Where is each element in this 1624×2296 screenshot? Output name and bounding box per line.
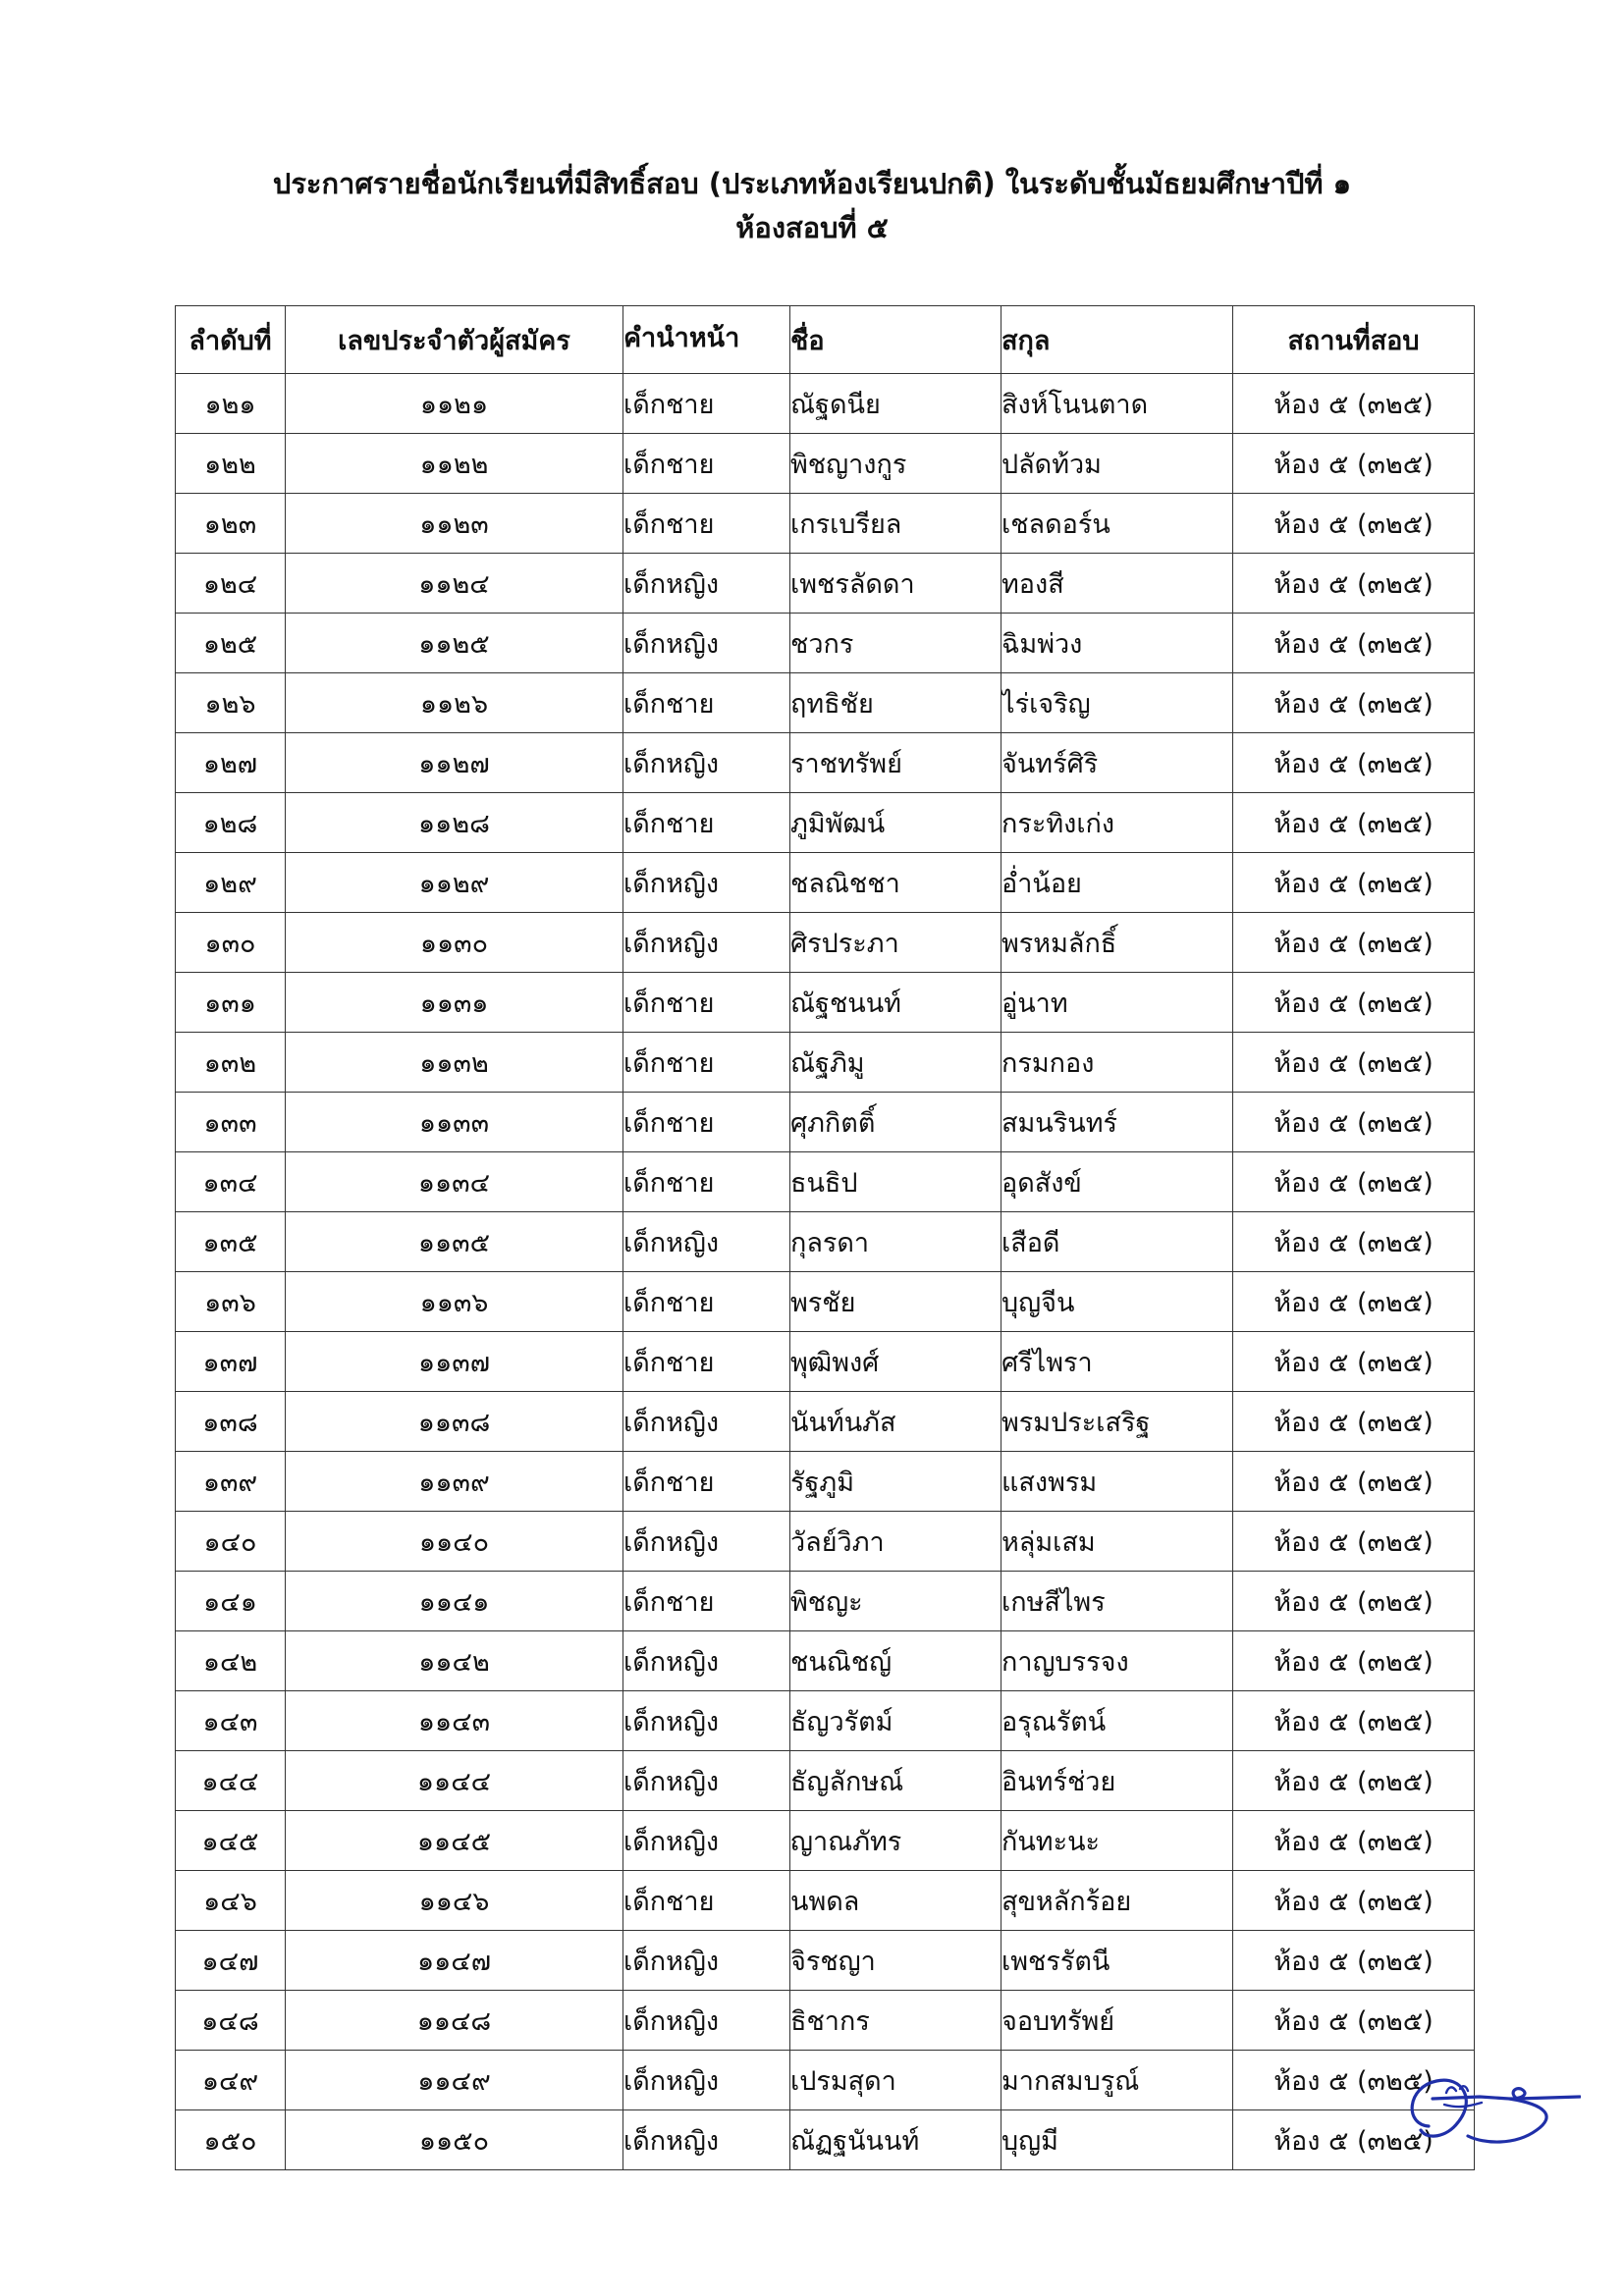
cell-last-name: อู่นาท	[1001, 973, 1233, 1033]
cell-venue: ห้อง ๕ (๓๒๕)	[1233, 1332, 1475, 1392]
cell-last-name: กรมกอง	[1001, 1033, 1233, 1093]
cell-venue: ห้อง ๕ (๓๒๕)	[1233, 1272, 1475, 1332]
cell-seq: ๑๒๘	[176, 793, 286, 853]
signature-mark	[1399, 2065, 1581, 2154]
cell-prefix: เด็กชาย	[623, 793, 790, 853]
cell-first-name: ศุภกิตติ์	[790, 1093, 1001, 1152]
cell-seq: ๑๔๓	[176, 1691, 286, 1751]
cell-venue: ห้อง ๕ (๓๒๕)	[1233, 1991, 1475, 2051]
cell-last-name: บุญมี	[1001, 2110, 1233, 2170]
table-row	[176, 554, 1475, 614]
cell-last-name: มากสมบรูณ์	[1001, 2051, 1233, 2110]
table-row	[176, 1691, 1475, 1751]
cell-first-name: ญาณภัทร	[790, 1811, 1001, 1871]
cell-venue: ห้อง ๕ (๓๒๕)	[1233, 494, 1475, 554]
cell-last-name: เสือดี	[1001, 1212, 1233, 1272]
cell-prefix: เด็กหญิง	[623, 1212, 790, 1272]
table-row	[176, 1033, 1475, 1093]
cell-prefix: เด็กหญิง	[623, 1751, 790, 1811]
cell-venue: ห้อง ๕ (๓๒๕)	[1233, 614, 1475, 673]
cell-seq: ๑๔๔	[176, 1751, 286, 1811]
cell-venue: ห้อง ๕ (๓๒๕)	[1233, 1751, 1475, 1811]
cell-first-name: วัลย์วิภา	[790, 1512, 1001, 1572]
cell-venue: ห้อง ๕ (๓๒๕)	[1233, 1452, 1475, 1512]
cell-applicant-id: ๑๑๔๕	[286, 1811, 623, 1871]
cell-prefix: เด็กหญิง	[623, 853, 790, 913]
cell-venue: ห้อง ๕ (๓๒๕)	[1233, 853, 1475, 913]
cell-applicant-id: ๑๑๒๙	[286, 853, 623, 913]
cell-prefix: เด็กชาย	[623, 1093, 790, 1152]
table-row	[176, 1212, 1475, 1272]
cell-venue: ห้อง ๕ (๓๒๕)	[1233, 1212, 1475, 1272]
cell-applicant-id: ๑๑๓๙	[286, 1452, 623, 1512]
cell-seq: ๑๓๘	[176, 1392, 286, 1452]
cell-prefix: เด็กชาย	[623, 1332, 790, 1392]
cell-applicant-id: ๑๑๓๔	[286, 1152, 623, 1212]
cell-applicant-id: ๑๑๔๑	[286, 1572, 623, 1631]
cell-seq: ๑๔๖	[176, 1871, 286, 1931]
cell-applicant-id: ๑๑๓๓	[286, 1093, 623, 1152]
cell-first-name: ชวกร	[790, 614, 1001, 673]
cell-applicant-id: ๑๑๒๗	[286, 733, 623, 793]
cell-last-name: ทองสี	[1001, 554, 1233, 614]
table-row	[176, 1332, 1475, 1392]
cell-last-name: ศรีไพรา	[1001, 1332, 1233, 1392]
cell-last-name: กาญบรรจง	[1001, 1631, 1233, 1691]
cell-last-name: อรุณรัตน์	[1001, 1691, 1233, 1751]
cell-prefix: เด็กหญิง	[623, 614, 790, 673]
cell-prefix: เด็กชาย	[623, 1152, 790, 1212]
cell-first-name: ณัฐชนนท์	[790, 973, 1001, 1033]
table-row	[176, 973, 1475, 1033]
cell-applicant-id: ๑๑๒๘	[286, 793, 623, 853]
table-row	[176, 1871, 1475, 1931]
cell-venue: ห้อง ๕ (๓๒๕)	[1233, 913, 1475, 973]
cell-first-name: ฤทธิชัย	[790, 673, 1001, 733]
cell-prefix: เด็กชาย	[623, 673, 790, 733]
cell-first-name: พุฒิพงศ์	[790, 1332, 1001, 1392]
cell-first-name: กุลรดา	[790, 1212, 1001, 1272]
cell-seq: ๑๒๑	[176, 374, 286, 434]
cell-seq: ๑๓๕	[176, 1212, 286, 1272]
cell-applicant-id: ๑๑๓๐	[286, 913, 623, 973]
cell-seq: ๑๕๐	[176, 2110, 286, 2170]
cell-venue: ห้อง ๕ (๓๒๕)	[1233, 733, 1475, 793]
cell-seq: ๑๔๑	[176, 1572, 286, 1631]
document-title: ประกาศรายชื่อนักเรียนที่มีสิทธิ์สอบ (ประเภทห้องเรียนปกติ) ในระดับชั้นมัธยมศึกษาปีที่ ๑	[272, 167, 1352, 200]
header-seq: ลำดับที่	[176, 306, 286, 374]
cell-applicant-id: ๑๑๓๗	[286, 1332, 623, 1392]
cell-first-name: เปรมสุดา	[790, 2051, 1001, 2110]
cell-first-name: ชนณิชญ์	[790, 1631, 1001, 1691]
signature-stroke	[1412, 2080, 1580, 2142]
table-row	[176, 2110, 1475, 2170]
table-row	[176, 2051, 1475, 2110]
table-body	[176, 374, 1475, 2170]
document-subtitle: ห้องสอบที่ ๕	[735, 211, 889, 244]
cell-prefix: เด็กชาย	[623, 1272, 790, 1332]
cell-seq: ๑๔๕	[176, 1811, 286, 1871]
cell-prefix: เด็กหญิง	[623, 913, 790, 973]
table-row	[176, 494, 1475, 554]
table-header-row	[176, 306, 1475, 374]
cell-first-name: นันท์นภัส	[790, 1392, 1001, 1452]
table-row	[176, 1991, 1475, 2051]
cell-seq: ๑๒๔	[176, 554, 286, 614]
cell-applicant-id: ๑๑๔๓	[286, 1691, 623, 1751]
cell-last-name: อินทร์ช่วย	[1001, 1751, 1233, 1811]
cell-last-name: ไร่เจริญ	[1001, 673, 1233, 733]
cell-prefix: เด็กชาย	[623, 1033, 790, 1093]
table-row	[176, 1093, 1475, 1152]
cell-venue: ห้อง ๕ (๓๒๕)	[1233, 1033, 1475, 1093]
cell-first-name: ธัญลักษณ์	[790, 1751, 1001, 1811]
cell-applicant-id: ๑๑๓๑	[286, 973, 623, 1033]
cell-first-name: ธัญวรัตม์	[790, 1691, 1001, 1751]
cell-venue: ห้อง ๕ (๓๒๕)	[1233, 1631, 1475, 1691]
cell-prefix: เด็กหญิง	[623, 1512, 790, 1572]
cell-prefix: เด็กหญิง	[623, 1631, 790, 1691]
cell-applicant-id: ๑๑๒๔	[286, 554, 623, 614]
cell-last-name: อ่ำน้อย	[1001, 853, 1233, 913]
cell-last-name: ฉิมพ่วง	[1001, 614, 1233, 673]
cell-seq: ๑๒๖	[176, 673, 286, 733]
cell-first-name: ธนธิป	[790, 1152, 1001, 1212]
cell-seq: ๑๓๑	[176, 973, 286, 1033]
cell-prefix: เด็กชาย	[623, 1572, 790, 1631]
cell-applicant-id: ๑๑๔๘	[286, 1991, 623, 2051]
cell-last-name: กันทะนะ	[1001, 1811, 1233, 1871]
cell-venue: ห้อง ๕ (๓๒๕)	[1233, 1152, 1475, 1212]
cell-seq: ๑๓๓	[176, 1093, 286, 1152]
cell-venue: ห้อง ๕ (๓๒๕)	[1233, 1811, 1475, 1871]
cell-first-name: จิรชญา	[790, 1931, 1001, 1991]
table-row	[176, 374, 1475, 434]
cell-prefix: เด็กหญิง	[623, 733, 790, 793]
cell-last-name: จันทร์ศิริ	[1001, 733, 1233, 793]
cell-first-name: ราชทรัพย์	[790, 733, 1001, 793]
cell-last-name: สมนรินทร์	[1001, 1093, 1233, 1152]
cell-venue: ห้อง ๕ (๓๒๕)	[1233, 973, 1475, 1033]
cell-applicant-id: ๑๑๒๓	[286, 494, 623, 554]
cell-prefix: เด็กชาย	[623, 1452, 790, 1512]
cell-seq: ๑๔๘	[176, 1991, 286, 2051]
cell-first-name: เกรเบรียล	[790, 494, 1001, 554]
cell-seq: ๑๔๐	[176, 1512, 286, 1572]
cell-applicant-id: ๑๑๕๐	[286, 2110, 623, 2170]
cell-last-name: สิงห์โนนตาด	[1001, 374, 1233, 434]
cell-venue: ห้อง ๕ (๓๒๕)	[1233, 793, 1475, 853]
table-row	[176, 1452, 1475, 1512]
cell-first-name: พิชญะ	[790, 1572, 1001, 1631]
cell-venue: ห้อง ๕ (๓๒๕)	[1233, 434, 1475, 494]
cell-prefix: เด็กหญิง	[623, 2051, 790, 2110]
cell-seq: ๑๒๓	[176, 494, 286, 554]
table-row	[176, 1751, 1475, 1811]
cell-seq: ๑๓๔	[176, 1152, 286, 1212]
cell-last-name: เกษสีไพร	[1001, 1572, 1233, 1631]
cell-applicant-id: ๑๑๔๙	[286, 2051, 623, 2110]
table-row	[176, 1931, 1475, 1991]
table-row	[176, 434, 1475, 494]
header-first-name: ชื่อ	[790, 306, 1001, 374]
cell-last-name: สุขหลักร้อย	[1001, 1871, 1233, 1931]
table-row	[176, 1272, 1475, 1332]
cell-applicant-id: ๑๑๒๒	[286, 434, 623, 494]
cell-venue: ห้อง ๕ (๓๒๕)	[1233, 1093, 1475, 1152]
cell-venue: ห้อง ๕ (๓๒๕)	[1233, 1572, 1475, 1631]
student-roster-table	[175, 305, 1475, 2170]
cell-seq: ๑๔๗	[176, 1931, 286, 1991]
cell-prefix: เด็กหญิง	[623, 1931, 790, 1991]
cell-venue: ห้อง ๕ (๓๒๕)	[1233, 1512, 1475, 1572]
cell-first-name: ณัฏฐนันนท์	[790, 2110, 1001, 2170]
header-venue: สถานที่สอบ	[1233, 306, 1475, 374]
cell-prefix: เด็กหญิง	[623, 1811, 790, 1871]
cell-venue: ห้อง ๕ (๓๒๕)	[1233, 554, 1475, 614]
header-prefix: คำนำหน้า	[623, 306, 790, 374]
table-row	[176, 1152, 1475, 1212]
cell-prefix: เด็กชาย	[623, 494, 790, 554]
cell-last-name: หลุ่มเสม	[1001, 1512, 1233, 1572]
cell-venue: ห้อง ๕ (๓๒๕)	[1233, 1931, 1475, 1991]
cell-first-name: รัฐภูมิ	[790, 1452, 1001, 1512]
cell-last-name: เพชรรัตนี	[1001, 1931, 1233, 1991]
cell-prefix: เด็กหญิง	[623, 554, 790, 614]
cell-seq: ๑๓๖	[176, 1272, 286, 1332]
cell-prefix: เด็กชาย	[623, 374, 790, 434]
cell-applicant-id: ๑๑๔๐	[286, 1512, 623, 1572]
cell-prefix: เด็กหญิง	[623, 1392, 790, 1452]
cell-prefix: เด็กชาย	[623, 434, 790, 494]
cell-last-name: พรหมลักธิ์	[1001, 913, 1233, 973]
cell-seq: ๑๒๒	[176, 434, 286, 494]
cell-seq: ๑๓๒	[176, 1033, 286, 1093]
cell-applicant-id: ๑๑๔๖	[286, 1871, 623, 1931]
cell-venue: ห้อง ๕ (๓๒๕)	[1233, 1871, 1475, 1931]
cell-applicant-id: ๑๑๓๒	[286, 1033, 623, 1093]
cell-last-name: เชลดอร์น	[1001, 494, 1233, 554]
table-row	[176, 1811, 1475, 1871]
cell-first-name: พรชัย	[790, 1272, 1001, 1332]
cell-first-name: ศิรประภา	[790, 913, 1001, 973]
cell-venue: ห้อง ๕ (๓๒๕)	[1233, 1392, 1475, 1452]
cell-last-name: บุญจีน	[1001, 1272, 1233, 1332]
cell-venue: ห้อง ๕ (๓๒๕)	[1233, 2051, 1475, 2110]
cell-venue: ห้อง ๕ (๓๒๕)	[1233, 673, 1475, 733]
cell-prefix: เด็กชาย	[623, 1871, 790, 1931]
table-row	[176, 733, 1475, 793]
cell-venue: ห้อง ๕ (๓๒๕)	[1233, 374, 1475, 434]
cell-applicant-id: ๑๑๔๗	[286, 1931, 623, 1991]
cell-last-name: ปลัดท้วม	[1001, 434, 1233, 494]
cell-first-name: เพชรลัดดา	[790, 554, 1001, 614]
header-applicant-id: เลขประจำตัวผู้สมัคร	[286, 306, 623, 374]
table-row	[176, 913, 1475, 973]
cell-seq: ๑๒๙	[176, 853, 286, 913]
cell-seq: ๑๓๐	[176, 913, 286, 973]
cell-seq: ๑๓๗	[176, 1332, 286, 1392]
cell-seq: ๑๒๕	[176, 614, 286, 673]
cell-prefix: เด็กหญิง	[623, 2110, 790, 2170]
cell-prefix: เด็กหญิง	[623, 1991, 790, 2051]
table-row	[176, 853, 1475, 913]
cell-last-name: กระทิงเก่ง	[1001, 793, 1233, 853]
cell-first-name: ชลณิชชา	[790, 853, 1001, 913]
cell-seq: ๑๔๒	[176, 1631, 286, 1691]
table-row	[176, 1572, 1475, 1631]
cell-applicant-id: ๑๑๔๒	[286, 1631, 623, 1691]
cell-last-name: แสงพรม	[1001, 1452, 1233, 1512]
cell-venue: ห้อง ๕ (๓๒๕)	[1233, 2110, 1475, 2170]
cell-seq: ๑๔๙	[176, 2051, 286, 2110]
cell-prefix: เด็กชาย	[623, 973, 790, 1033]
cell-applicant-id: ๑๑๓๖	[286, 1272, 623, 1332]
table-row	[176, 1631, 1475, 1691]
table-row	[176, 673, 1475, 733]
cell-applicant-id: ๑๑๔๔	[286, 1751, 623, 1811]
header-last-name: สกุล	[1001, 306, 1233, 374]
cell-applicant-id: ๑๑๓๕	[286, 1212, 623, 1272]
cell-first-name: นพดล	[790, 1871, 1001, 1931]
table-row	[176, 793, 1475, 853]
cell-applicant-id: ๑๑๒๕	[286, 614, 623, 673]
cell-venue: ห้อง ๕ (๓๒๕)	[1233, 1691, 1475, 1751]
table-row	[176, 614, 1475, 673]
cell-prefix: เด็กหญิง	[623, 1691, 790, 1751]
cell-last-name: จอบทรัพย์	[1001, 1991, 1233, 2051]
table-row	[176, 1512, 1475, 1572]
cell-last-name: พรมประเสริฐ	[1001, 1392, 1233, 1452]
cell-seq: ๑๒๗	[176, 733, 286, 793]
cell-first-name: ธิชากร	[790, 1991, 1001, 2051]
cell-applicant-id: ๑๑๓๘	[286, 1392, 623, 1452]
cell-first-name: ณัฐดนีย	[790, 374, 1001, 434]
cell-applicant-id: ๑๑๒๑	[286, 374, 623, 434]
cell-seq: ๑๓๙	[176, 1452, 286, 1512]
cell-last-name: อุดสังข์	[1001, 1152, 1233, 1212]
table-row	[176, 1392, 1475, 1452]
cell-applicant-id: ๑๑๒๖	[286, 673, 623, 733]
cell-first-name: พิชญางกูร	[790, 434, 1001, 494]
cell-first-name: ภูมิพัฒน์	[790, 793, 1001, 853]
cell-first-name: ณัฐภิมู	[790, 1033, 1001, 1093]
